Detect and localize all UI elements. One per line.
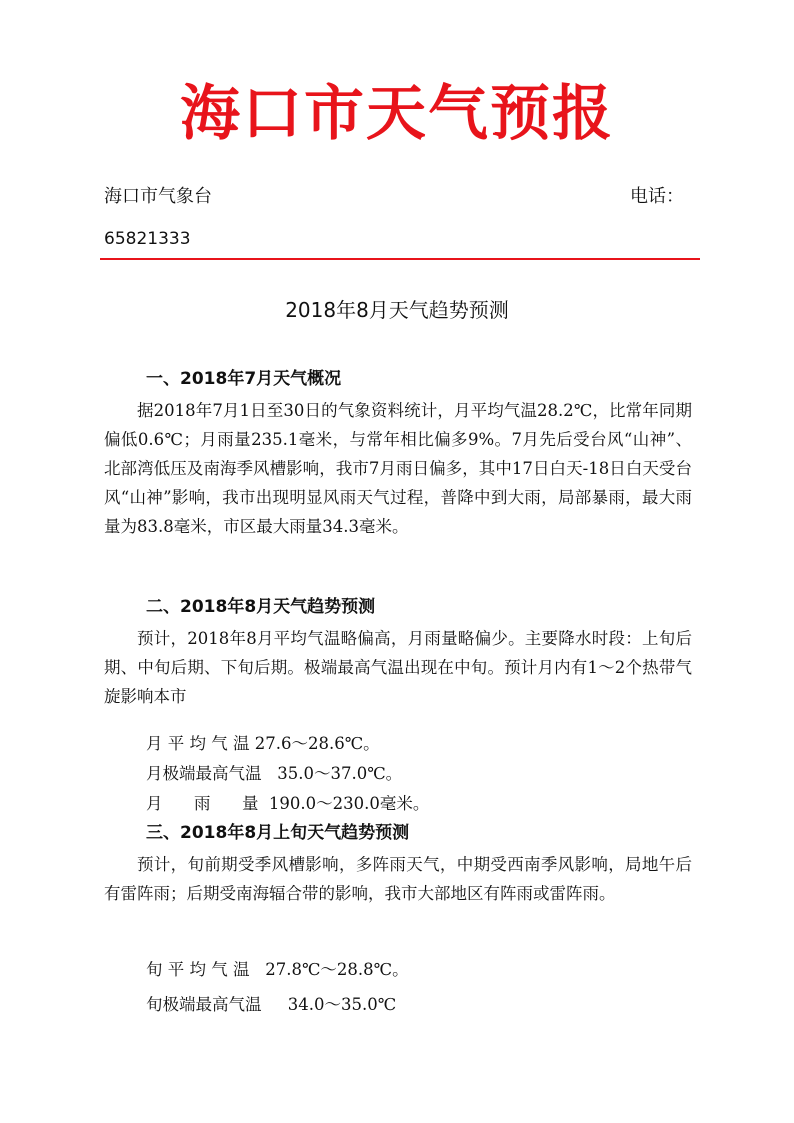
section-heading-august: 二、2018年8月天气趋势预测 <box>146 597 376 617</box>
forecast-line-avg-temp: 月 平 均 气 温 27.6～28.6℃。 <box>146 734 380 753</box>
forecast-line-max-temp: 月极端最高气温 35.0～37.0℃。 <box>146 764 403 783</box>
document-title: 2018年8月天气趋势预测 <box>285 298 509 322</box>
agency-name: 海口市气象台 <box>104 186 212 207</box>
masthead-title: 海口市天气预报 <box>180 79 614 149</box>
section-paragraph-july: 据2018年7月1日至30日的气象资料统计，月平均气温28.2℃，比常年同期偏低0.6℃；月雨量235.1毫米，与常年相比偏多9%。7月先后受台风“山神”、北部湾低压及南海季风槽影响，我市7月雨日偏多，其中17日白天-18日白天受台风“山神”影响，我市出现明显风雨天气过程，普降中到大雨，局部暴雨，最大雨量为83.8毫米，市区最大雨量34.3毫米。 <box>104 401 692 536</box>
phone-number: 65821333 <box>104 229 191 249</box>
section-heading-early-august: 三、2018年8月上旬天气趋势预测 <box>146 823 410 843</box>
section-paragraph-august: 预计，2018年8月平均气温略偏高，月雨量略偏少。主要降水时段：上旬后期、中旬后期、下旬后期。极端最高气温出现在中旬。预计月内有1～2个热带气旋影响本市 <box>104 629 692 706</box>
section-paragraph-early-august: 预计，旬前期受季风槽影响，多阵雨天气，中期受西南季风影响，局地午后有雷阵雨；后期受南海辐合带的影响，我市大部地区有阵雨或雷阵雨。 <box>104 855 692 903</box>
forecast-line-rainfall: 月 雨 量 190.0～230.0毫米。 <box>146 794 430 813</box>
header-divider <box>100 258 700 260</box>
phone-label: 电话： <box>630 186 684 207</box>
forecast-line-period-avg-temp: 旬 平 均 气 温 27.8℃～28.8℃。 <box>146 960 409 979</box>
forecast-line-period-max-temp: 旬极端最高气温 34.0～35.0℃ <box>146 995 397 1014</box>
section-heading-july: 一、2018年7月天气概况 <box>146 369 342 389</box>
